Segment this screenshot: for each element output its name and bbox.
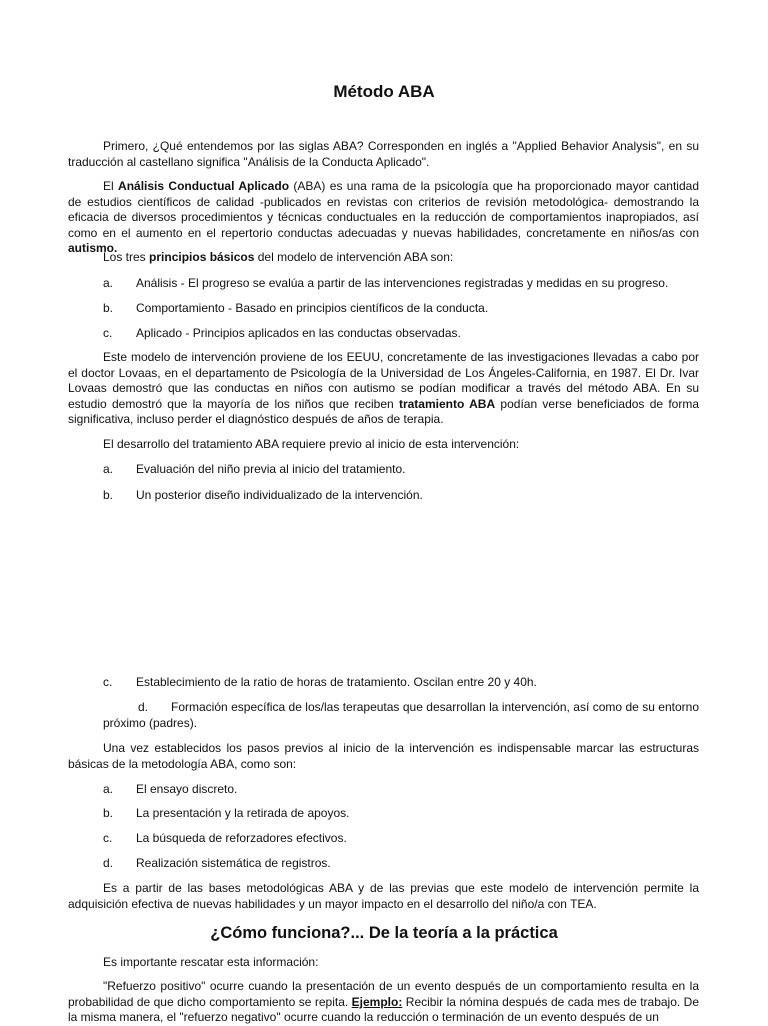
list-marker: b. <box>103 488 114 502</box>
intro-text: Primero, ¿Qué entendemos por las siglas ABA? Corresponden en inglés a "Applied Behavior Analysis", en su traducción al castellano significa "Análisis de la Conducta Aplicado". <box>68 139 699 169</box>
autism-bold: autismo. <box>68 241 118 256</box>
list-marker: c. <box>103 831 113 845</box>
reinforcement-text-2: Recibir la nómina después de cada mes de trabajo. De la misma manera, el "refuerzo negativo" ocurre cuando la reducción o terminación de un evento después de un <box>68 994 700 1025</box>
principles-intro-text-1: Los tres <box>103 250 150 264</box>
aba-definition-text-1: El <box>103 179 119 193</box>
section-heading: ¿Cómo funciona?... De la teoría a la práctica <box>210 924 558 942</box>
development-step <box>103 700 699 731</box>
development-intro: El desarrollo del tratamiento ABA requiere previo al inicio de esta intervención: <box>103 437 520 451</box>
list-marker: a. <box>103 276 114 290</box>
list-marker: c. <box>103 675 113 689</box>
structure-item <box>68 782 699 798</box>
principles-intro <box>68 250 699 266</box>
principle-item <box>68 276 699 292</box>
structure-item <box>68 806 699 822</box>
aba-definition-text-2: (ABA) es una rama de la psicología que ha proporcionado mayor cantidad de estudios científicos de calidad -publicados en revistas con criterios de revisión metodológica- demostrando la eficacia de diversos procedimientos y técnicas conductuales en la reducción de comportamientos inapropiados, así como en el aumento en el repertorio conductas adecuadas y nuevas habilidades, concretamente en niños/as con <box>68 179 699 240</box>
step-text: Un posterior diseño individualizado de la intervención. <box>136 488 423 502</box>
bases-paragraph: Es a partir de las bases metodológicas ABA y de las previas que este modelo de intervención permite la adquisición efectiva de nuevas habilidades y un mayor impacto en el desarrollo del niño/a con TEA. <box>68 881 699 911</box>
principle-text: Análisis - El progreso se evalúa a partir de las intervenciones registradas y medidas en su progreso. <box>136 276 669 290</box>
structure-text: La presentación y la retirada de apoyos. <box>136 806 350 820</box>
document-title: Método ABA <box>333 82 435 101</box>
list-marker: d. <box>103 856 114 870</box>
reinforcement-paragraph <box>68 979 699 1026</box>
principle-item <box>68 301 699 317</box>
principles-intro-text-2: del modelo de intervención ABA son: <box>254 250 454 264</box>
list-marker: d. <box>138 700 149 714</box>
structure-text: Realización sistemática de registros. <box>136 856 331 870</box>
aba-definition-paragraph <box>68 179 699 257</box>
structure-text: El ensayo discreto. <box>136 782 238 796</box>
principle-text: Aplicado - Principios aplicados en las conductas observadas. <box>136 326 461 340</box>
list-marker: b. <box>103 806 114 820</box>
origin-text-2: podían verse beneficiados de forma significativa, incluso perder el diagnóstico después de años de terapia. <box>68 396 699 427</box>
structure-text: La búsqueda de reforzadores efectivos. <box>136 831 347 845</box>
development-step <box>68 675 699 691</box>
section-intro: Es importante rescatar esta información: <box>103 955 319 969</box>
principle-text: Comportamiento - Basado en principios científicos de la conducta. <box>136 301 489 315</box>
list-marker: a. <box>103 462 114 476</box>
step-text: Evaluación del niño previa al inicio del tratamiento. <box>136 462 406 476</box>
list-marker: c. <box>103 326 113 340</box>
step-text: Formación específica de los/las terapeutas que desarrollan la intervención, así como de su entorno próximo (padres). <box>103 700 699 730</box>
origin-paragraph <box>68 350 699 428</box>
reinforcement-text-1: "Refuerzo positivo" ocurre cuando la presentación de un evento después de un comportamiento resulta en la probabilidad de que dicho comportamiento se repita. <box>68 979 699 1009</box>
example-label <box>352 995 403 1009</box>
structure-item <box>68 856 699 872</box>
list-marker: a. <box>103 782 114 796</box>
intro-paragraph <box>68 139 699 170</box>
principles-bold: principios básicos <box>149 250 255 264</box>
example-label-text: Ejemplo: <box>351 994 403 1009</box>
aba-treatment-bold: tratamiento ABA <box>398 396 496 411</box>
aba-term-bold: Análisis Conductual Aplicado <box>118 179 290 193</box>
origin-text-1: Este modelo de intervención proviene de los EEUU, concretamente de las investigaciones llevadas a cabo por el doctor Lovaas, en el departamento de Psicología de la Universidad de Los Ángeles-California, en 1987. El Dr. Ivar Lovaas demostró que las conductas en niños con autismo se podían modificar a través del método ABA. En su estudio demostró que la mayoría de los niños que reciben <box>68 350 699 411</box>
structure-item <box>68 831 699 847</box>
development-step <box>68 488 699 504</box>
development-step <box>68 462 699 478</box>
step-text: Establecimiento de la ratio de horas de tratamiento. Oscilan entre 20 y 40h. <box>136 675 537 689</box>
structures-intro: Una vez establecidos los pasos previos al inicio de la intervención es indispensable marcar las estructuras básicas de la metodología ABA, como son: <box>68 741 699 771</box>
list-marker: b. <box>103 301 114 315</box>
principle-item <box>68 326 699 342</box>
